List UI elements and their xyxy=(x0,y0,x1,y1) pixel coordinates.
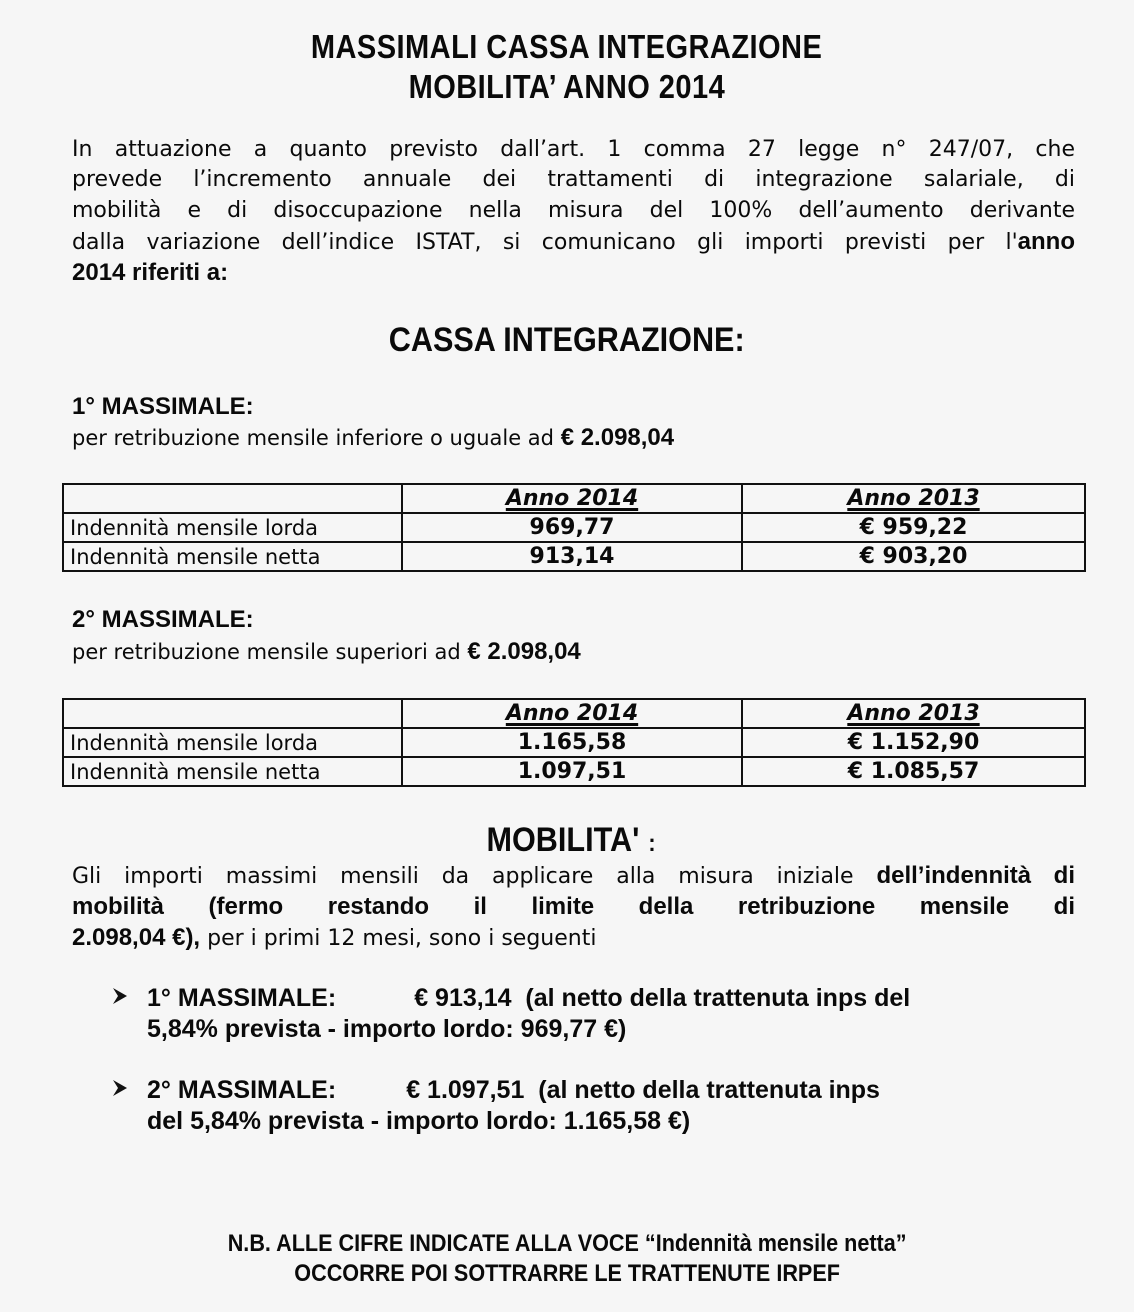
massimale-1-subtitle: per retribuzione mensile inferiore o uguale ad € 2.098,04 xyxy=(72,424,675,451)
value-2013: € 1.152,90 xyxy=(742,728,1085,757)
mobilita-line: Gli importi massimi mensili da applicare alla misura iniziale dell’indennità di xyxy=(72,862,1076,889)
massimale-2-table xyxy=(62,698,1086,787)
value-2014: 1.097,51 xyxy=(402,757,742,786)
mobilita-bold-amount: 2.098,04 €), xyxy=(72,924,201,951)
table-row xyxy=(63,513,1085,542)
table-header-2014: Anno 2014 xyxy=(402,699,742,728)
row-label: Indennità mensile lorda xyxy=(63,513,402,542)
value-2013: € 959,22 xyxy=(742,513,1085,542)
table-header-empty xyxy=(63,484,402,513)
table-header-2014: Anno 2014 xyxy=(402,484,742,513)
bullet-label: 2° MASSIMALE: xyxy=(147,1076,337,1104)
value-2014: 969,77 xyxy=(402,513,742,542)
intro-bold-anno: anno xyxy=(1017,228,1075,255)
intro-line: prevede l’incremento annuale dei trattamenti di integrazione salariale, di xyxy=(72,167,1075,192)
bullet-note: (al netto della trattenuta inps del xyxy=(525,984,911,1012)
massimale-1-threshold: € 2.098,04 xyxy=(560,424,675,451)
massimale-1-table xyxy=(62,483,1086,572)
intro-line xyxy=(72,259,1075,289)
intro-bold-2014: 2014 riferiti a: xyxy=(72,259,229,286)
massimale-2-threshold: € 2.098,04 xyxy=(467,638,581,665)
mobilita-line: 2.098,04 €), per i primi 12 mesi, sono i seguenti xyxy=(72,924,597,951)
cassa-integrazione-heading: CASSA INTEGRAZIONE: xyxy=(389,321,745,359)
value-2013: € 903,20 xyxy=(742,542,1085,571)
document-title-line-1: MASSIMALI CASSA INTEGRAZIONE xyxy=(311,28,823,65)
intro-line: mobilità e di disoccupazione nella misura del 100% dell’aumento derivante xyxy=(72,198,1075,223)
massimale-2-subtitle: per retribuzione mensile superiori ad € 2.098,04 xyxy=(72,638,581,665)
table-row xyxy=(63,728,1085,757)
mobilita-heading: MOBILITA': xyxy=(486,821,656,859)
table-row xyxy=(63,542,1085,571)
bullet-line-2: 5,84% prevista - importo lordo: 969,77 €) xyxy=(147,1015,627,1043)
massimale-2-title: 2° MASSIMALE: xyxy=(72,606,254,633)
table-header-empty xyxy=(63,699,402,728)
mobilita-bold-text: dell’indennità di xyxy=(876,862,1076,889)
massimale-1-title: 1° MASSIMALE: xyxy=(72,393,254,420)
bullet-amount: € 1.097,51 xyxy=(406,1076,525,1104)
table-header-row xyxy=(63,699,1085,728)
row-label: Indennità mensile lorda xyxy=(63,728,402,757)
arrowhead-bullet-icon xyxy=(112,1079,128,1097)
value-2014: 1.165,58 xyxy=(402,728,742,757)
row-label: Indennità mensile netta xyxy=(63,542,402,571)
table-header-row xyxy=(63,484,1085,513)
table-header-2013: Anno 2013 xyxy=(742,699,1085,728)
note-line-1: N.B. ALLE CIFRE INDICATE ALLA VOCE “Indennità mensile netta” xyxy=(227,1230,907,1257)
note-line-2: OCCORRE POI SOTTRARRE LE TRATTENUTE IRPEF xyxy=(294,1260,840,1287)
mobilita-heading-colon: : xyxy=(648,830,656,857)
mobilita-line: mobilità (fermo restando il limite della retribuzione mensile di xyxy=(72,893,1075,920)
document-title-line-2: MOBILITA’ ANNO 2014 xyxy=(408,68,726,105)
bullet-line-2: del 5,84% prevista - importo lordo: 1.165,58 €) xyxy=(147,1107,691,1135)
bullet-label: 1° MASSIMALE: xyxy=(147,984,337,1012)
intro-line-text: dalla variazione dell’indice ISTAT, si comunicano gli importi previsti per l' xyxy=(72,230,1018,255)
arrowhead-bullet-icon xyxy=(112,987,128,1005)
intro-line xyxy=(72,228,1075,258)
intro-line: In attuazione a quanto previsto dall’art. 1 comma 27 legge n° 247/07, che xyxy=(72,137,1075,162)
table-header-2013: Anno 2013 xyxy=(742,484,1085,513)
row-label: Indennità mensile netta xyxy=(63,757,402,786)
bullet-amount: € 913,14 xyxy=(414,984,512,1012)
value-2014: 913,14 xyxy=(402,542,742,571)
value-2013: € 1.085,57 xyxy=(742,757,1085,786)
table-row xyxy=(63,757,1085,786)
bullet-note: (al netto della trattenuta inps xyxy=(538,1076,880,1104)
